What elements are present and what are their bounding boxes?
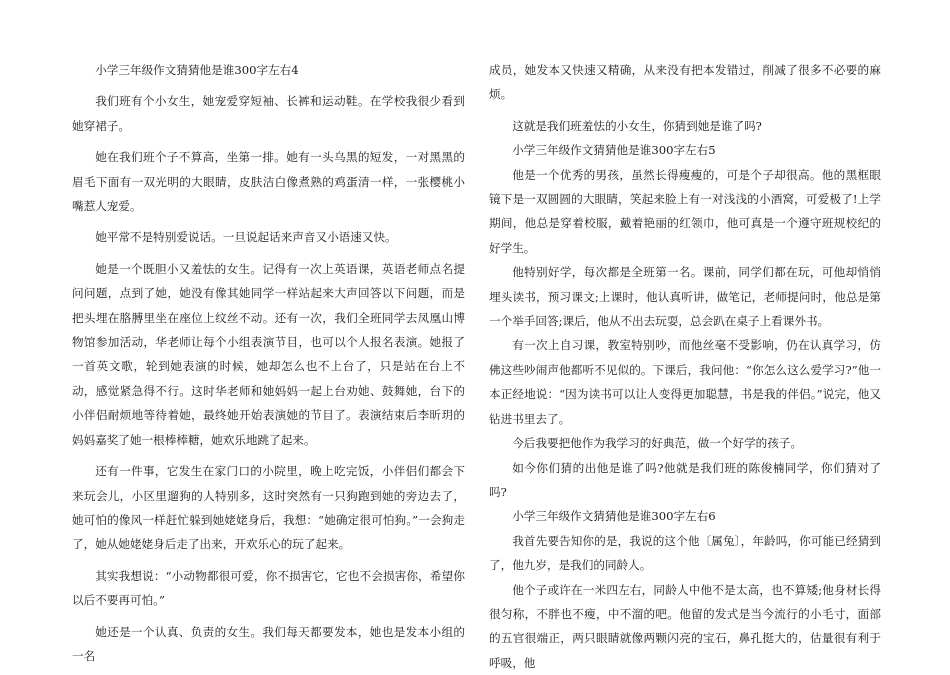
paragraph: 她是一个既胆小又羞怯的女生。记得有一次上英语课，英语老师点名提问问题，点到了她，她没有像其她同学一样站起来大声回答以下问题，而是把头埋在胳膊里坐在座位上纹丝不动。还有一次，我们全班同学去凤凰山博物馆参加活动，华老师让每个小组表演节目，也可以个人报名表演。她报了一首英文歌，轮到她表演的时候，她却怎么也不上台了，只是站在台上不动，感觉紧急得不行。这时华老师和她妈妈一起上台劝她、鼓舞她，台下的小伴侣耐烦地等待着她，最终她开始表演她的节目了。表演结束后李昕玥的妈妈嘉奖了她一根棒棒糖，她欢乐地跳了起来。 [72, 261, 465, 447]
paragraph: 她还是一个认真、负责的女生。我们每天都要发本，她也是发本小组的一名 [72, 624, 465, 663]
essay-heading-4: 小学三年级作文猜猜他是谁300字左右4 [95, 63, 299, 77]
paragraph-continued: 成员，她发本又快速又精确，从来没有把本发错过，削减了很多不必要的麻烦。 [489, 63, 881, 102]
paragraph: 她在我们班个子不算高，坐第一排。她有一头乌黑的短发，一对黑黑的眉毛下面有一双光明的大眼睛，皮肤洁白像煮熟的鸡蛋清一样，一张樱桃小嘴惹人宠爱。 [72, 150, 465, 214]
paragraph: 我首先要告知你的是，我说的这个他〔属兔〕，年龄吗，你可能已经猜到了，他九岁，是我们的同龄人。 [489, 533, 881, 573]
left-column [72, 58, 465, 668]
paragraph: 这就是我们班羞怯的小女生，你猜到她是谁了吗? [512, 118, 762, 133]
essay-heading-5: 小学三年级作文猜猜他是谁300字左右5 [512, 143, 716, 158]
right-column [489, 58, 881, 675]
paragraph: 如今你们猜的出他是谁了吗?他就是我们班的陈俊楠同学，你们猜对了吗? [489, 460, 881, 499]
essay-heading-6: 小学三年级作文猜猜他是谁300字左右6 [512, 509, 716, 524]
paragraph: 他个子或许在一米四左右，同龄人中他不是太高，也不算矮;他身材长得很匀称，不胖也不瘦，中不溜的吧。他留的发式是当今流行的小毛寸，面部的五官很端正，两只眼睛就像两颗闪亮的宝石，鼻孔挺大的，估量很有利于呼吸，他 [489, 582, 881, 670]
paragraph: 今后我要把他作为我学习的好典范，做一个好学的孩子。 [512, 436, 803, 451]
paragraph: 其实我想说：“小动物都很可爱，你不损害它，它也不会损害你，希望你以后不要再可怕。” [72, 568, 465, 608]
paragraph: 他特别好学，每次都是全班第一名。课前，同学们都在玩，可他却悄悄埋头读书，预习课文;上课时，他认真听讲，做笔记，老师提问时，他总是第一个举手回答;课后，他从不出去玩耍，总会趴在桌子上看课外书。 [489, 265, 881, 329]
paragraph: 他是一个优秀的男孩，虽然长得瘦瘦的，可是个子却很高。他的黑框眼镜下是一双圆圆的大眼睛，笑起来脸上有一对浅浅的小酒窝，可爱极了!上学期间，他总是穿着校服，戴着艳丽的红领巾，他可真是一个遵守班规校纪的好学生。 [489, 167, 881, 255]
paragraph: 有一次上自习课，教室特别吵，而他丝毫不受影响，仍在认真学习，仿佛这些吵闹声他都听不见似的。下课后，我问他：“你怎么这么爱学习?”他一本正经地说：“因为读书可以让人变得更加聪慧，书是我的伴侣。”说完，他又钻进书里去了。 [489, 338, 881, 426]
paragraph: 她平常不是特别爱说话。一旦说起话来声音又小语速又快。 [95, 230, 397, 245]
paragraph: 我们班有个小女生，她宠爱穿短袖、长裤和运动鞋。在学校我很少看到她穿裙子。 [72, 94, 465, 133]
paragraph: 还有一件事，它发生在家门口的小院里，晚上吃完饭，小伴侣们都会下来玩会儿，小区里遛狗的人特别多，这时突然有一只狗跑到她的旁边去了，她可怕的像风一样赶忙躲到她姥姥身后，我想：“她确定很可怕狗。”一会狗走了，她从她姥姥身后走了出来，开欢乐心的玩了起来。 [72, 464, 465, 552]
